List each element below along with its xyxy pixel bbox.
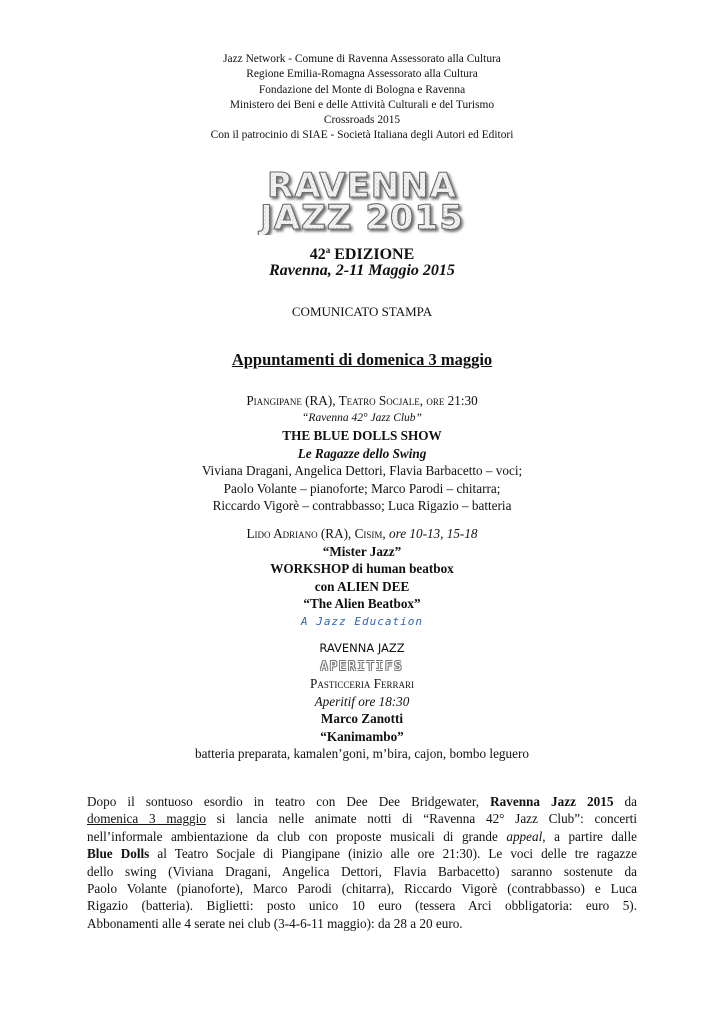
body-line: Paolo Volante (pianoforte), Marco Parodi (chitarra), Riccardo Vigorè (contrabbasso) e Luca <box>87 880 637 896</box>
sponsor-line: Regione Emilia-Romagna Assessorato alla Cultura <box>246 68 478 81</box>
ravenna-jazz-logo <box>252 167 472 235</box>
event-aperitifs <box>0 640 724 763</box>
event-time: Aperitif ore 18:30 <box>314 693 410 709</box>
event-location: Lido Adriano (RA), Cisim, <box>246 526 389 541</box>
body-text-run: nell’informale ambientazione da club con proposte musicali di grande <box>87 828 507 844</box>
body-bold-run: Blue Dolls <box>87 846 150 862</box>
event-nickname: “The Alien Beatbox” <box>303 596 421 611</box>
body-paragraph <box>87 793 637 932</box>
event-workshop <box>0 525 724 630</box>
body-line <box>87 810 637 827</box>
body-line: dello swing (Viviana Dragani, Angelica Dettori, Flavia Barbacetto) saranno sostenute da <box>87 863 637 879</box>
body-line <box>87 793 637 810</box>
event-time: ore 10-13, 15-18 <box>389 526 478 541</box>
event-club: “Ravenna 42° Jazz Club” <box>302 411 422 424</box>
festival-dates: Ravenna, 2-11 Maggio 2015 <box>269 262 455 279</box>
event-instruments: batteria preparata, kamalen’goni, m’bira, cajon, bombo leguero <box>195 746 529 761</box>
event-lineup-line: Paolo Volante – pianoforte; Marco Parodi – chitarra; <box>223 480 501 496</box>
body-line: Abbonamenti alle 4 serate nei club (3-4-6-11 maggio): da 28 a 20 euro. <box>87 915 463 931</box>
edition-number: 42 <box>309 246 326 263</box>
press-release-label: COMUNICATO STAMPA <box>291 304 433 319</box>
sponsor-line: Con il patrocinio di SIAE - Società Italiana degli Autori ed Editori <box>210 129 514 142</box>
logo-line-ravenna: RAVENNA <box>267 167 457 206</box>
event-lineup-line: Viviana Dragani, Angelica Dettori, Flavia Barbacetto – voci; <box>201 463 523 478</box>
body-text-run: Dopo il sontuoso esordio in teatro con Dee Dee Bridgewater, <box>87 794 491 809</box>
body-text-run: si lancia nelle animate notti di “Ravenna 42° Jazz Club”: concerti <box>205 811 638 827</box>
event-lineup-line: Riccardo Vigorè – contrabbasso; Luca Rigazio – batteria <box>212 498 512 513</box>
event-artist: Marco Zanotti <box>320 711 404 726</box>
logo-line-jazz-2015: JAZZ 2015 <box>260 198 464 235</box>
event-location: Piangipane (RA), Teatro Socjale, ore 21:30 <box>246 393 478 408</box>
sponsor-line: Jazz Network - Comune di Ravenna Assessorato alla Cultura <box>223 53 501 65</box>
event-artist: con ALIEN DEE <box>314 578 410 594</box>
body-text-run: , a partire dalle <box>542 828 637 844</box>
aperitifs-series: APERITIFS <box>320 658 404 673</box>
body-text-run: al Teatro Socjale di Piangipane (inizio alle ore 21:30). Le voci delle tre ragazze <box>149 846 637 862</box>
body-bold-run: Ravenna Jazz 2015 <box>490 794 614 809</box>
event-venue: Pasticceria Ferrari <box>310 676 414 691</box>
edition-suffix: a <box>325 245 331 255</box>
aperitifs-brand: RAVENNA JAZZ <box>319 641 405 655</box>
event-blue-dolls <box>0 392 724 515</box>
event-series: “Mister Jazz” <box>322 543 402 559</box>
body-underline-run: domenica 3 maggio <box>87 811 206 827</box>
body-line: Rigazio (batteria). Biglietti: posto unico 10 euro (tessera Arci obbligatoria: euro 5). <box>87 898 637 914</box>
event-subtitle: Le Ragazze dello Swing <box>297 445 427 461</box>
body-line <box>87 828 637 845</box>
event-project: “Kanimambo” <box>320 728 404 744</box>
sponsor-list <box>0 52 724 144</box>
edition-label: EDIZIONE <box>330 246 415 263</box>
sponsor-line: Crossroads 2015 <box>323 114 401 127</box>
body-italic-run: appeal <box>506 828 543 844</box>
sponsor-line: Fondazione del Monte di Bologna e Ravenna <box>258 83 466 96</box>
body-line <box>87 845 637 862</box>
event-location-line <box>0 525 724 543</box>
event-title: WORKSHOP di human beatbox <box>270 561 454 576</box>
sponsor-line: Ministero dei Beni e delle Attività Culturali e del Turismo <box>229 98 495 111</box>
jazz-education-tagline: A Jazz Education <box>301 614 423 628</box>
body-text-run: da <box>613 794 637 809</box>
event-title: THE BLUE DOLLS SHOW <box>282 428 442 443</box>
headline: Appuntamenti di domenica 3 maggio <box>231 350 493 369</box>
